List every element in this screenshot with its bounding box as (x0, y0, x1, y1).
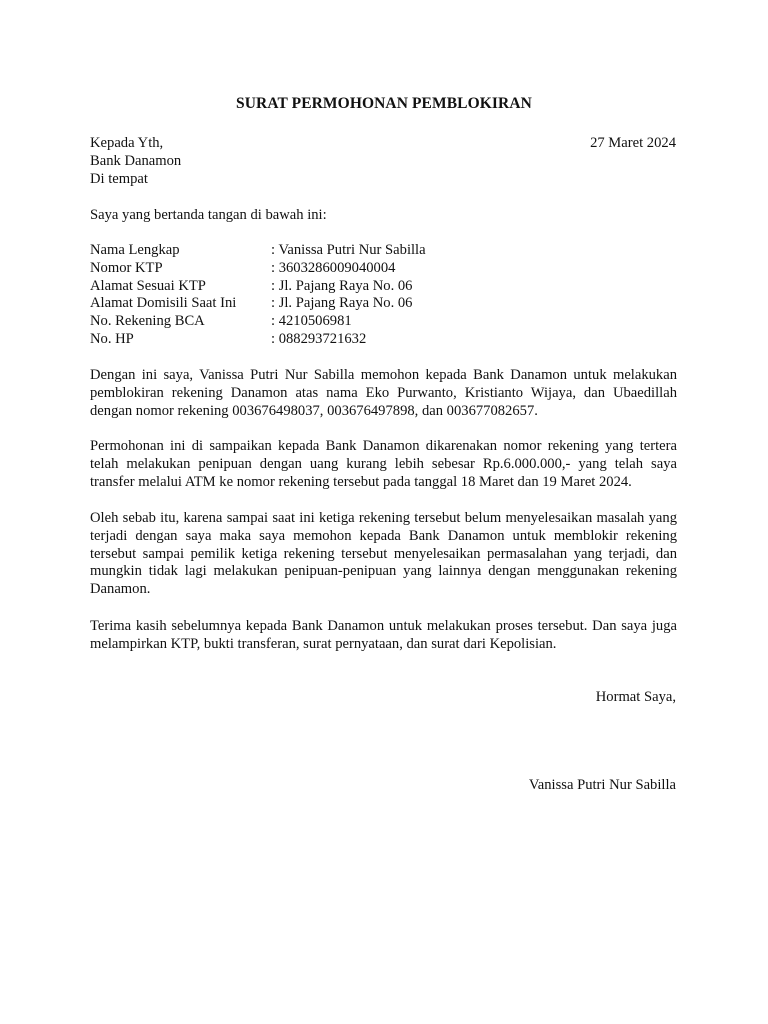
paragraph-reason: Permohonan ini di sampaikan kepada Bank Danamon dikarenakan nomor rekening yang tertera telah melakukan penipuan dengan uang kurang lebih sebesar Rp.6.000.000,- yang telah saya transfer melalui ATM ke nomor rekening tersebut pada tanggal 18 Maret dan 19 Maret 2024. (90, 438, 677, 490)
letter-title: SURAT PERMOHONAN PEMBLOKIRAN (236, 95, 532, 112)
detail-row-bca-account (90, 313, 426, 331)
letter-date: 27 Maret 2024 (590, 135, 676, 151)
detail-label: No. Rekening BCA (90, 313, 205, 330)
detail-label: Alamat Domisili Saat Ini (90, 295, 237, 312)
detail-label: Nomor KTP (90, 259, 163, 276)
detail-value: : 4210506981 (271, 313, 352, 330)
identity-details (90, 242, 426, 349)
signer-name: Vanissa Putri Nur Sabilla (528, 777, 676, 793)
intro-text: Saya yang bertanda tangan di bawah ini: (90, 207, 327, 223)
detail-row-name (90, 242, 426, 260)
closing-greeting: Hormat Saya, (595, 689, 676, 705)
detail-label: Nama Lengkap (90, 242, 180, 258)
detail-label: No. HP (90, 330, 134, 347)
detail-row-ktp (90, 260, 426, 278)
detail-label: Alamat Sesuai KTP (90, 277, 206, 294)
detail-row-ktp-address (90, 278, 426, 296)
detail-value: : 3603286009040004 (271, 259, 396, 276)
detail-value: : 088293721632 (271, 330, 367, 347)
recipient-salutation: Kepada Yth, (90, 135, 164, 151)
detail-row-domicile (90, 295, 426, 313)
detail-value: : Jl. Pajang Raya No. 06 (271, 295, 413, 312)
paragraph-thanks: Terima kasih sebelumnya kepada Bank Danamon untuk melakukan proses tersebut. Dan saya juga melampirkan KTP, bukti transferan, surat pernyataan, dan surat dari Kepolisian. (90, 618, 677, 652)
paragraph-request: Dengan ini saya, Vanissa Putri Nur Sabilla memohon kepada Bank Danamon untuk melakukan pemblokiran rekening Danamon atas nama Eko Purwanto, Kristianto Wijaya, dan Ubaedillah dengan nomor rekening 003676498037, 003676497898, dan 003677082657. (90, 367, 677, 419)
detail-value: : Vanissa Putri Nur Sabilla (271, 242, 426, 258)
paragraph-consequence: Oleh sebab itu, karena sampai saat ini ketiga rekening tersebut belum menyelesaikan masalah yang terjadi dengan saya maka saya memohon kepada Bank Danamon untuk memblokir rekening tersebut sampai pemilik ketiga rekening tersebut menyelesaikan permasalahan yang terjadi, dan mungkin tidak lagi melakukan penipuan-penipuan yang lainnya dengan menggunakan rekening Danamon. (90, 510, 677, 598)
detail-value: : Jl. Pajang Raya No. 06 (271, 277, 413, 294)
recipient-block (90, 135, 181, 188)
recipient-place: Di tempat (90, 170, 148, 187)
recipient-bank: Bank Danamon (90, 152, 182, 169)
detail-row-phone (90, 331, 426, 349)
